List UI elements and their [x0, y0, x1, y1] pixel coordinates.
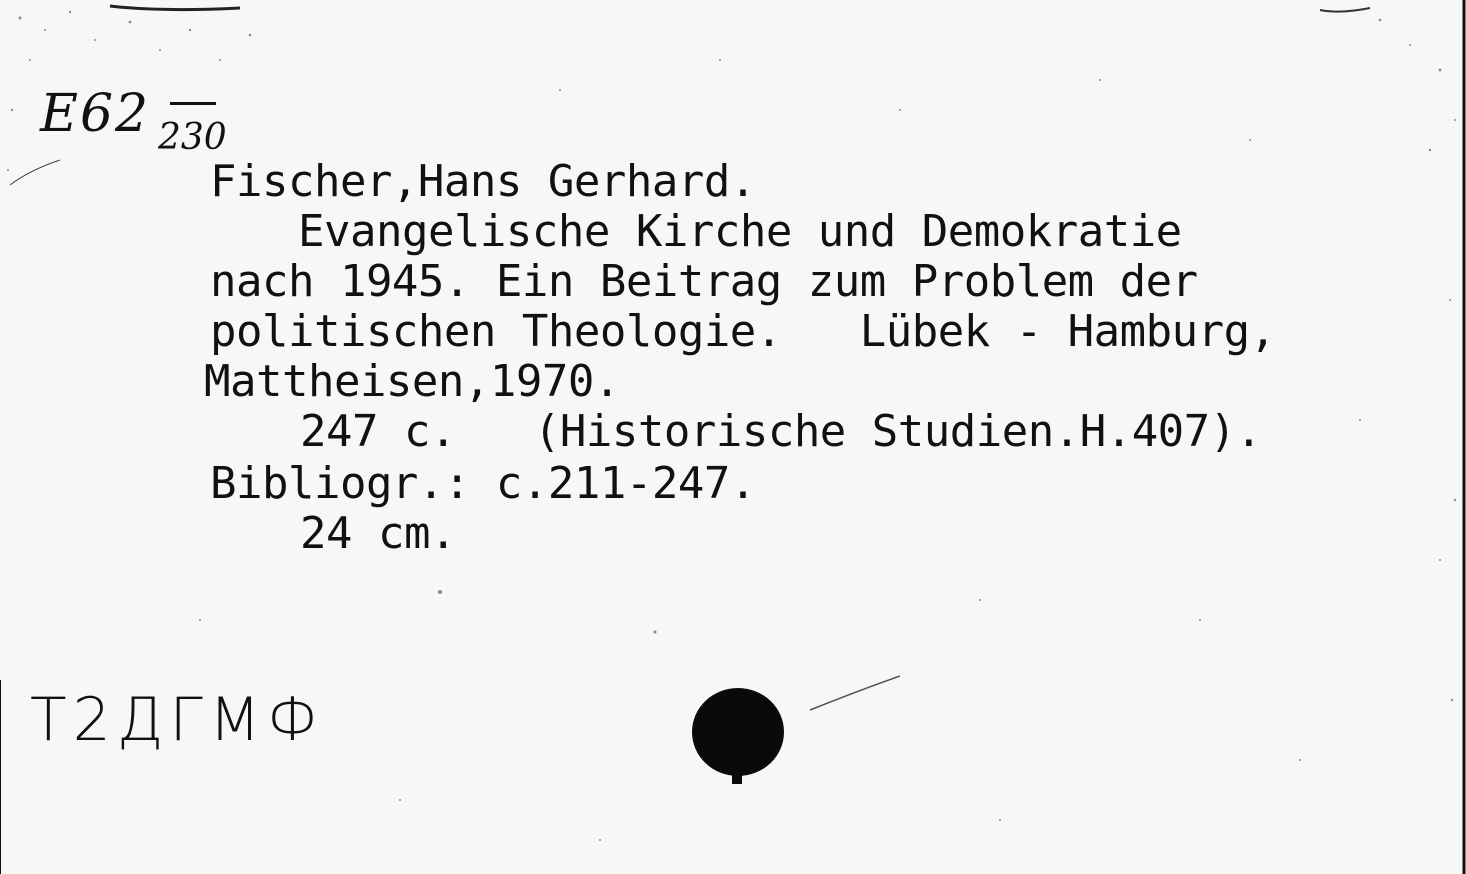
call-number-overline — [170, 102, 216, 105]
title-line-2: nach 1945. Ein Beitrag zum Problem der — [210, 256, 1198, 307]
author-line: Fischer,Hans Gerhard. — [210, 156, 756, 207]
call-number: E62 — [40, 84, 151, 144]
size-line: 24 cm. — [300, 508, 456, 559]
publisher-line: Mattheisen,1970. — [204, 356, 620, 407]
title-line-3: politischen Theologie. Lübek - Hamburg, — [210, 306, 1276, 357]
handwritten-note: Т2ДГМФ — [30, 685, 325, 755]
call-number-sub: 230 — [158, 117, 227, 158]
punch-hole — [690, 686, 786, 786]
pagination-series-line: 247 c. (Historische Studien.H.407). — [300, 406, 1262, 457]
bibliography-line: Bibliogr.: c.211-247. — [210, 458, 756, 509]
title-line-1: Evangelische Kirche und Demokratie — [298, 206, 1182, 257]
